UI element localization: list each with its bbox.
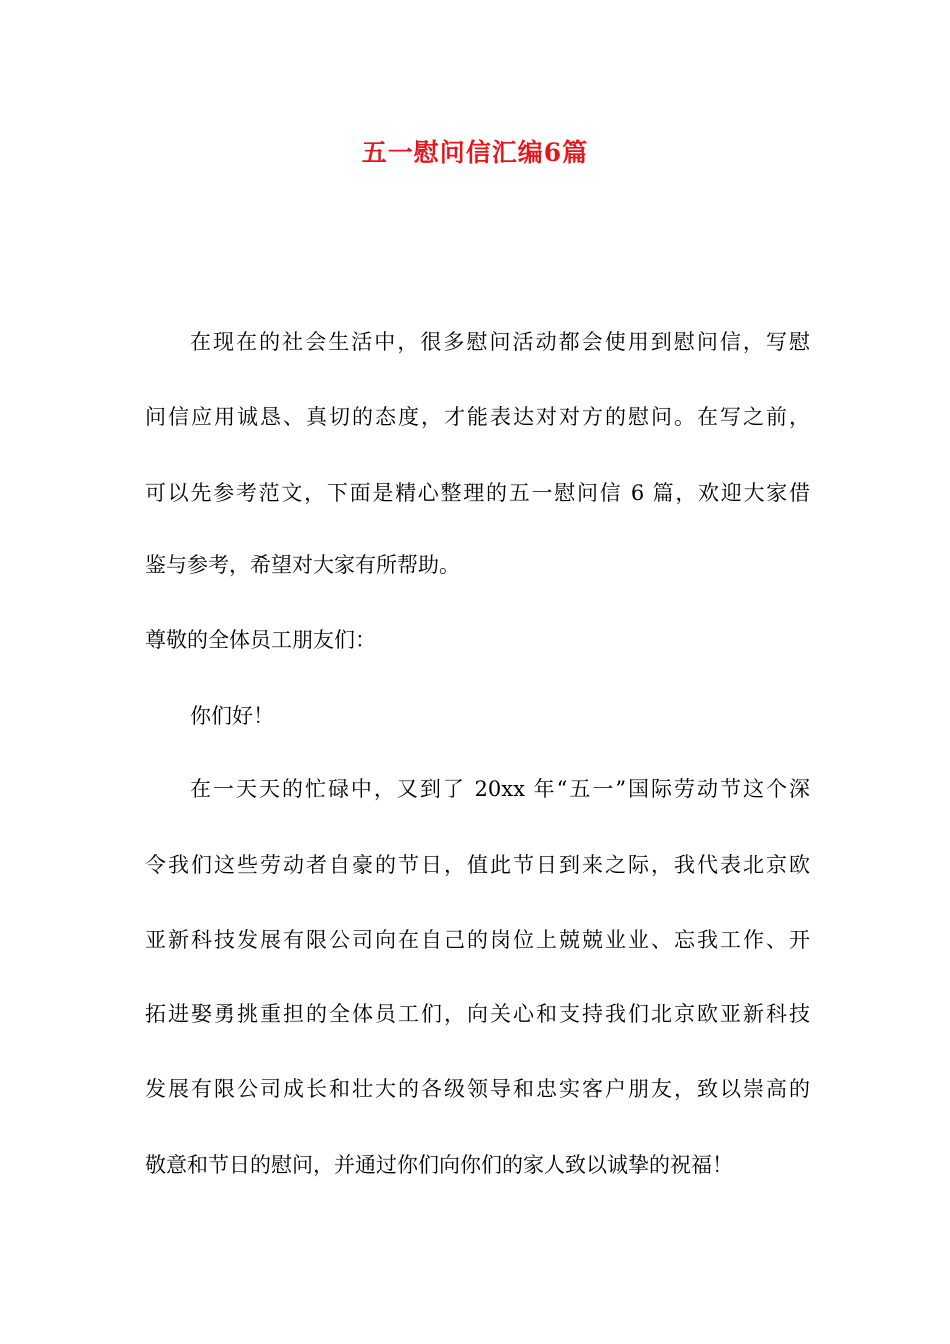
body-line-1: 在一天天的忙碌中，又到了 20xx 年“五一”国际劳动节这个深 bbox=[190, 777, 810, 801]
document-title: 五一慰问信汇编6篇 bbox=[361, 138, 589, 167]
intro-line-3: 可以先参考范文，下面是精心整理的五一慰问信 6 篇，欢迎大家借 bbox=[145, 481, 810, 505]
intro-line-1: 在现在的社会生活中，很多慰问活动都会使用到慰问信，写慰 bbox=[190, 330, 810, 354]
salutation: 尊敬的全体员工朋友们： bbox=[145, 628, 376, 652]
greeting: 你们好！ bbox=[190, 704, 274, 728]
body-line-6: 敬意和节日的慰问，并通过你们向你们的家人致以诚挚的祝福！ bbox=[145, 1153, 733, 1177]
body-line-3: 亚新科技发展有限公司向在自己的岗位上兢兢业业、忘我工作、开 bbox=[145, 928, 810, 952]
intro-line-2: 问信应用诚恳、真切的态度，才能表达对对方的慰问。在写之前， bbox=[145, 405, 810, 429]
body-line-4: 拓进娶勇挑重担的全体员工们，向关心和支持我们北京欧亚新科技 bbox=[145, 1002, 810, 1026]
body-line-5: 发展有限公司成长和壮大的各级领导和忠实客户朋友，致以崇高的 bbox=[145, 1077, 810, 1101]
body-line-2: 令我们这些劳动者自豪的节日，值此节日到来之际，我代表北京欧 bbox=[145, 853, 810, 877]
intro-line-4: 鉴与参考，希望对大家有所帮助。 bbox=[145, 553, 460, 577]
